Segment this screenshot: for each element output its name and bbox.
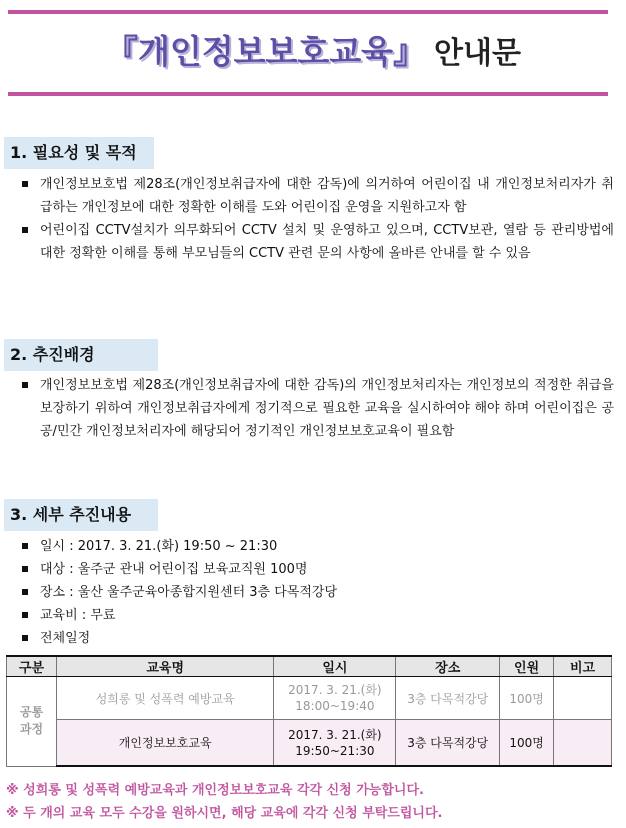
list-item [22, 581, 582, 604]
row-1-date-line1: 2017. 3. 21.(화) [288, 683, 382, 697]
header-place: 장소 [396, 656, 500, 677]
section-1-bullet-2: 어린이집 CCTV설치가 의무화되어 CCTV 설치 및 운영하고 있으며, CCTV보관, 열람 등 관리방법에 대한 정확한 이해를 통해 부모님들의 CCTV 관련 문의 사항에 올바른 안내를 할 수 있음 [40, 223, 614, 261]
bullet-square-icon [22, 566, 28, 572]
notice-1: ※ 성희롱 및 성폭력 예방교육과 개인정보보호교육 각각 신청 가능합니다. [6, 783, 424, 798]
row-2-date-line2: 19:50~21:30 [295, 743, 375, 758]
schedule-table [6, 655, 612, 767]
list-item [22, 173, 614, 219]
section-1-bullet-1: 개인정보보호법 제28조(개인정보취급자에 대한 감독)에 의거하여 어린이집 내 개인정보처리자가 취급하는 개인정보에 대한 정확한 이해를 도와 어린이집 운영을 지원하고자 함 [40, 177, 614, 215]
header-date: 일시 [274, 656, 396, 677]
row-1-date-line2: 18:00~19:40 [295, 699, 375, 713]
notice-2: ※ 두 개의 교육 모두 수강을 원하시면, 해당 교육에 각각 신청 부탁드립니다. [6, 806, 443, 821]
section-3-heading: 3. 세부 추진내용 [4, 499, 158, 531]
bullet-square-icon [22, 612, 28, 618]
row-2-name: 개인정보보호교육 [56, 720, 274, 767]
list-item [22, 219, 614, 265]
header-note: 비고 [554, 656, 612, 677]
row-2-date [274, 720, 396, 767]
row-1-place: 3층 다목적강당 [396, 677, 500, 720]
detail-place: 장소 : 울산 울주군육아종합지원센터 3층 다목적강당 [40, 585, 338, 600]
bullet-square-icon [22, 382, 28, 388]
row-1-name: 성희롱 및 성폭력 예방교육 [56, 677, 274, 720]
list-item [22, 558, 582, 581]
section-2-heading: 2. 추진배경 [4, 339, 158, 371]
list-item [22, 374, 614, 443]
category-line-2: 과정 [19, 722, 44, 737]
row-2-place: 3층 다목적강당 [396, 720, 500, 767]
title-main: 『개인정보보호교육』 [105, 32, 427, 71]
row-2-count: 100명 [500, 720, 554, 767]
header-name: 교육명 [56, 656, 274, 677]
bullet-square-icon [22, 635, 28, 641]
bullet-square-icon [22, 227, 28, 233]
list-item [22, 535, 582, 558]
header-category: 구분 [7, 656, 57, 677]
section-1-heading: 1. 필요성 및 목적 [4, 137, 154, 169]
bullet-square-icon [22, 589, 28, 595]
header-count: 인원 [500, 656, 554, 677]
row-2-date-line1: 2017. 3. 21.(화) [288, 727, 382, 742]
section-1-body [22, 173, 614, 265]
title-bottom-divider [8, 92, 608, 96]
top-divider [8, 10, 608, 14]
row-1-note [554, 677, 612, 720]
section-2-body [22, 374, 614, 443]
row-1-date [274, 677, 396, 720]
detail-schedule: 전체일정 [40, 631, 91, 646]
page-title [0, 26, 626, 73]
detail-fee: 교육비 : 무료 [40, 608, 116, 623]
row-1-count: 100명 [500, 677, 554, 720]
bullet-square-icon [22, 543, 28, 549]
category-cell [7, 677, 57, 767]
table-row [7, 677, 612, 720]
list-item [22, 627, 582, 650]
list-item [22, 604, 582, 627]
table-header-row [7, 656, 612, 677]
detail-date: 일시 : 2017. 3. 21.(화) 19:50 ~ 21:30 [40, 539, 278, 554]
bullet-square-icon [22, 181, 28, 187]
title-sub: 안내문 [434, 36, 521, 71]
row-2-note [554, 720, 612, 767]
section-2-bullet-1: 개인정보보호법 제28조(개인정보취급자에 대한 감독)의 개인정보처리자는 개인정보의 적정한 취급을 보장하기 위하여 개인정보취급자에게 정기적으로 필요한 교육을 실시하여야 해야 하며 어린이집은 공공/민간 개인정보처리자에 해당되어 정기적인 개인정보보호교육이 필요함 [40, 378, 614, 439]
detail-target: 대상 : 울주군 관내 어린이집 보육교직원 100명 [40, 562, 308, 577]
section-3-list [22, 535, 582, 650]
category-line-1: 공통 [19, 705, 44, 720]
table-row [7, 720, 612, 767]
